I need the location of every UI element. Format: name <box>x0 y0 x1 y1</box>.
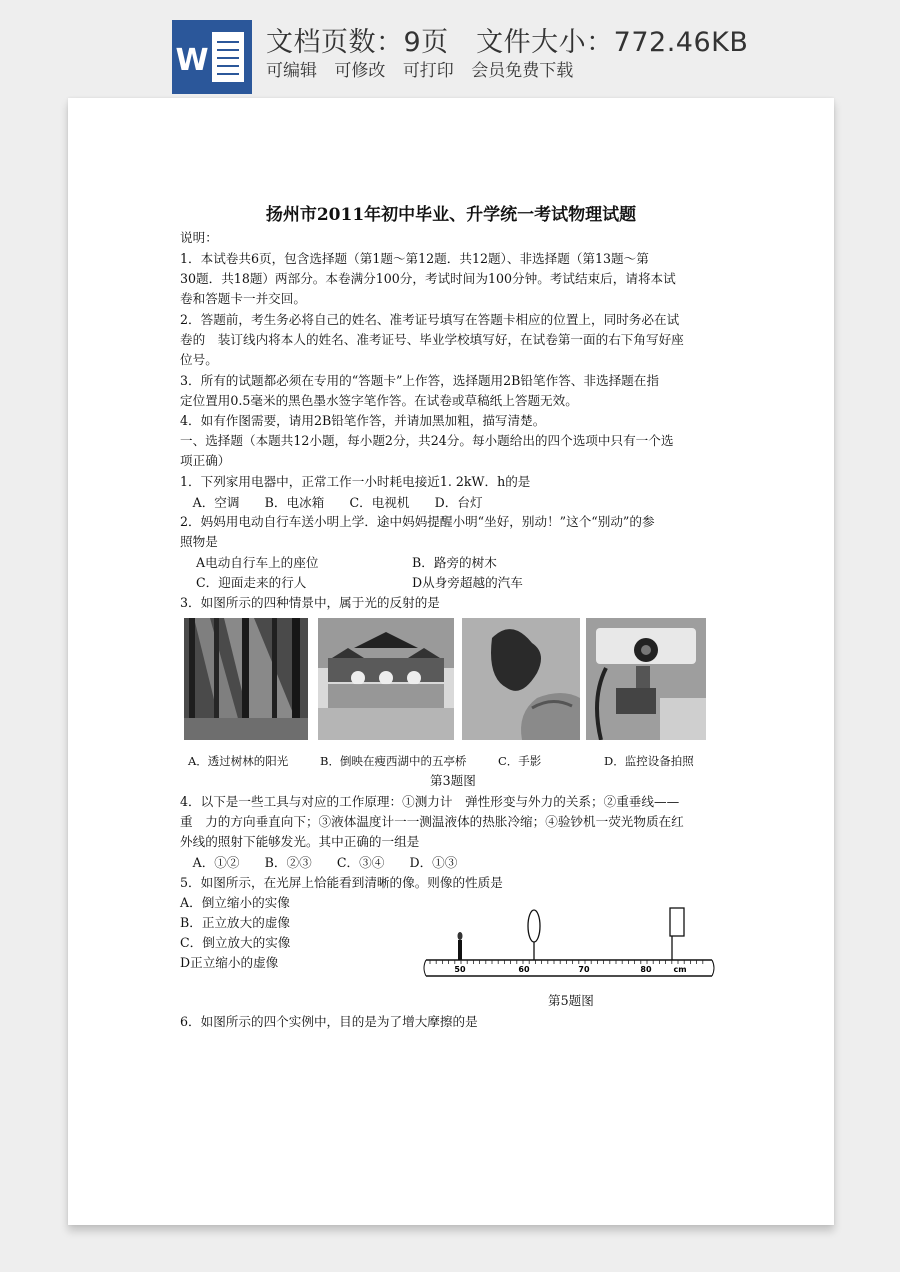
text-line: 2．答题前，考生务必将自己的姓名、准考证号填写在答题卡相应的位置上，同时务必在试 <box>180 312 680 327</box>
question-6: 6．如图所示的四个实例中，目的是为了增大摩擦的是 <box>180 1014 478 1029</box>
q3-caption-a: A．透过树林的阳光 <box>188 754 289 768</box>
candle-icon <box>458 940 462 960</box>
question-3: 3．如图所示的四种情景中，属于光的反射的是 <box>180 595 440 610</box>
question-5: 5．如图所示，在光屏上恰能看到清晰的像。则像的性质是 <box>180 875 503 890</box>
feature-editable: 可编辑 <box>266 61 317 81</box>
figure-caption: 第5题图 <box>548 993 594 1008</box>
question-1: 1．下列家用电器中，正常工作一小时耗电接近1. 2kW．h的是 <box>180 474 531 489</box>
q2-option-b: B．路旁的树木 <box>412 555 497 570</box>
text-line: 重 力的方向垂直向下；③液体温度计一一测温液体的热胀冷缩；④验钞机一荧光物质在红 <box>180 814 684 829</box>
text-line: 照物是 <box>180 534 218 549</box>
q3-caption-b: B．倒映在瘦西湖中的五亭桥 <box>320 754 467 768</box>
q3-caption-c: C．手影 <box>498 754 542 768</box>
figure-caption: 第3题图 <box>430 773 476 788</box>
q5-option-a: A．倒立缩小的实像 <box>180 895 290 910</box>
q5-option-c: C．倒立放大的实像 <box>180 935 291 950</box>
ruler-label-80: 80 <box>640 965 652 974</box>
lens-icon <box>528 910 540 942</box>
q2-option-d: D从身旁超越的汽车 <box>412 575 523 590</box>
ruler-label-60: 60 <box>518 965 530 974</box>
q3-caption-d: D．监控设备拍照 <box>604 754 694 768</box>
text-line: 说明： <box>180 230 218 245</box>
forest-sunlight-photo <box>184 618 308 740</box>
text-line: 定位置用0.5毫米的黑色墨水签字笔作答。在试卷或草稿纸上答题无效。 <box>180 393 578 408</box>
download-banner <box>0 0 900 96</box>
word-letter: W <box>175 43 209 78</box>
document-page <box>68 98 834 1225</box>
ruler-label-70: 70 <box>578 965 590 974</box>
q5-option-d: D正立缩小的虚像 <box>180 955 279 970</box>
question-4-options: A．①② B．②③ C．③④ D．①③ <box>180 855 458 870</box>
question-2: 2．妈妈用电动自行车送小明上学．途中妈妈提醒小明“坐好，别动！”这个“别动”的参 <box>180 514 655 529</box>
q2-option-c: C．迎面走来的行人 <box>196 575 307 590</box>
doc-info-title: 文档页数：9页 文件大小：772.46KB <box>266 27 749 58</box>
text-line: 3．所有的试题都必须在专用的“答题卡”上作答，选择题用2B铅笔作答、非选择题在指 <box>180 373 659 388</box>
optical-bench-figure <box>422 904 718 992</box>
text-line: 外线的照射下能够发光。其中正确的一组是 <box>180 834 420 849</box>
text-line: 30题．共18题）两部分。本卷满分100分，考试时间为100分钟。考试结束后，请将本试 <box>180 271 676 286</box>
text-line: 卷和答题卡一并交回。 <box>180 291 306 306</box>
text-line: 4．如有作图需要，请用2B铅笔作答，并请加黑加粗，描写清楚。 <box>180 413 546 428</box>
q2-option-a: A电动自行车上的座位 <box>196 555 319 570</box>
question-4: 4．以下是一些工具与对应的工作原理：①测力计 弹性形变与外力的关系；②重垂线—— <box>180 794 680 809</box>
word-doc-icon <box>172 20 252 94</box>
text-line: 项正确） <box>180 453 231 468</box>
five-pavilion-bridge-photo <box>318 618 454 740</box>
feature-modifiable: 可修改 <box>334 61 386 81</box>
feature-printable: 可打印 <box>402 61 454 81</box>
q5-option-b: B．正立放大的虚像 <box>180 915 291 930</box>
ruler-label-50: 50 <box>454 965 466 974</box>
ruler-unit: cm <box>673 965 687 974</box>
text-line: 位号。 <box>180 352 218 367</box>
screen-icon <box>670 908 684 936</box>
section-heading: 一、选择题（本题共12小题，每小题2分，共24分。每小题给出的四个选项中只有一个选 <box>180 433 674 448</box>
text-line: 1．本试卷共6页，包含选择题（第1题～第12题．共12题）、非选择题（第13题～第 <box>180 251 649 266</box>
feature-member-download: 会员免费下载 <box>471 61 574 81</box>
text-line: 卷的 装订线内将本人的姓名、准考证号、毕业学校填写好，在试卷第一面的右下角写好座 <box>180 332 684 347</box>
question-1-options: A．空调 B．电冰箱 C．电视机 D．台灯 <box>180 495 483 510</box>
surveillance-camera-photo <box>586 618 706 740</box>
feature-list <box>266 56 585 81</box>
hand-shadow-photo <box>462 618 580 740</box>
page-title: 扬州市2011年初中毕业、升学统一考试物理试题 <box>265 205 637 225</box>
